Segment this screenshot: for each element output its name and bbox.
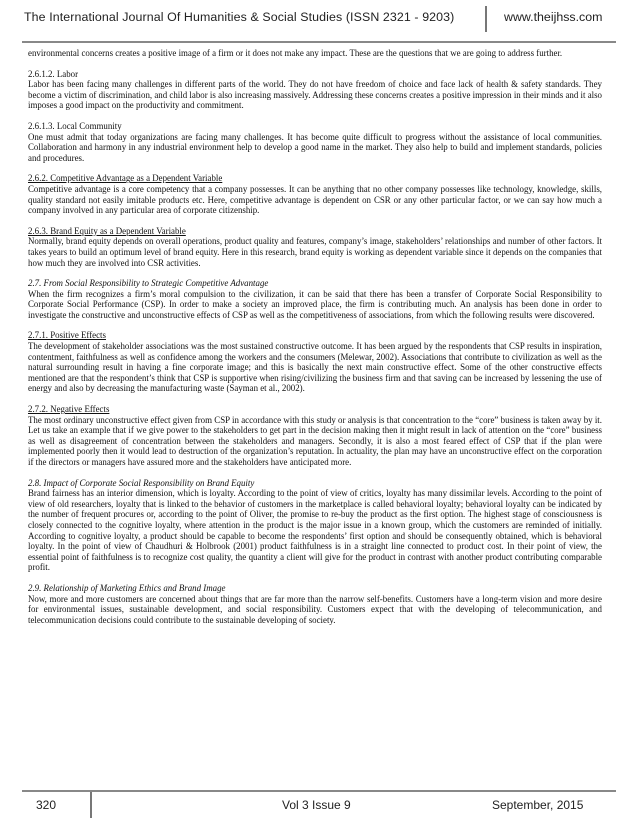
publication-date: September, 2015 [492,798,584,812]
section-paragraph: Brand fairness has an interior dimension, which is loyalty. According to the point of view of critics, loyalty has many dissimilar levels. According to the point of view of old researchers, loyalty that is linked to the behavior of customers in the marketplace is called behavioral loyalty; behavioral loyalty can be indicated by the number of frequent procures or, according to the point of Oliver, the promise to re-buy the product as the first option. The highest stage of consciousness is closely connected to the cognitive loyalty, where attention in the product is the major issue in a known group, which the customers are reminded of initially. According to cognitive loyalty, a product should be capable to become the respondents’ first option and should be consequently obtained, which is behavioral loyalty. In the point of view of Chaudhuri & Holbrook (2001) product faithfulness is in a straight line connected to product cost. In their point of view, the essential point of faithfulness is to recognize cost quality, the quantity a client will give for the product in contrast with another product contributing comparable profit. [28,488,602,573]
section-paragraph: Competitive advantage is a core competency that a company possesses. It can be anything that no other company possesses like technology, knowledge, skills, quality standard not easily imitable products etc. Here, competitive advantage is dependent on CSR or any other particular factor, or we can say how much a company involved in any particular area of corporate citizenship. [28,183,602,216]
page-footer [22,790,616,818]
section-paragraph: The development of stakeholder associations was the most sustained constructive outcome. It has been argued by the respondents that CSP results in inspiration, contentment, faithfulness as well as confidence among the workers and the consumers (Melewar, 2002). Associations that contribute to civilization as well as the natural surrounding result in having a fine corporate image; and this is basically the next main constructive effect. Some of the other constructive effects mentioned are that the respondent’s think that CSP is supportive when rising/civilizing the business firm and that saving can be increased by lessening the use of energy and also by decreasing the manufacturing waste (Sayman et al., 2002). [28,341,602,394]
section-paragraph: Labor has been facing many challenges in different parts of the world. They do not have freedom of choice and face lack of health & safety standards. They become a victim of discrimination, and child labor is also increasing massively. Addressing these concerns creates a positive impression in their minds and it also imposes a good impact on the productivity and commitment. [28,79,602,111]
header-rule [22,41,616,43]
footer-rule [22,790,616,792]
section-heading: 2.7.2. Negative Effects [28,404,110,415]
section-heading: 2.6.1.3. Local Community [28,120,122,131]
page-header [22,0,616,30]
article-body [28,48,602,625]
section-paragraph: Normally, brand equity depends on overall operations, product quality and features, company’s image, stakeholders’ relationships and number of other factors. It takes years to build an optimum level of brand equity. Here in this research, brand equity is working as dependent variable since it depends on the companies that how much they are involved into CSR activities. [28,236,602,268]
volume-issue: Vol 3 Issue 9 [282,798,351,812]
section-paragraph: When the firm recognizes a firm’s moral compulsion to the civilization, it can be said that there has been a transfer of Corporate Social Responsibility to Corporate Social Performance (CSP). In order to make a society an improved place, the firm is contributing much. An analysis has been done in order to investigate the constructive and unconstructive effects of CSP as well as the competitiveness of associations, from which the following results were discovered. [28,288,602,320]
section-heading: 2.6.3. Brand Equity as a Dependent Variable [28,225,186,236]
journal-title: The International Journal Of Humanities & Social Studies (ISSN 2321 - 9203) [24,10,455,24]
intro-paragraph: environmental concerns creates a positive image of a firm or it does not make any impact. These are the questions that we are going to address further. [28,48,563,58]
footer-separator [90,792,92,818]
section-paragraph: The most ordinary unconstructive effect given from CSP in accordance with this study or analysis is that concentration to the “core” business is taken away by it. Let us take an example that if we give power to the stakeholders to get part in the decision making then it might result in lack of attention on the “core” business as well as disagreement of concentration between the stakeholders and managers. Secondly, it is also a most feared effect of CSP that if the plan were implemented poorly then it would lead to destruction of the organization’s reputation. In actuality, the plan may have an unconstructive effect on the corporation if the directors or managers have assured more and the stakeholders have anticipated more. [28,414,602,467]
section-heading: 2.8. Impact of Corporate Social Responsibility on Brand Equity [28,477,255,488]
section-heading: 2.9. Relationship of Marketing Ethics and Brand Image [28,582,226,593]
journal-website: www.theijhss.com [504,10,603,24]
section-heading: 2.7. From Social Responsibility to Strategic Competitive Advantage [28,278,269,289]
section-paragraph: Now, more and more customers are concerned about things that are far more than the narrow self-benefits. Customers have a long-term vision and more desire for environmental issues, sustainable development, and social responsibility. Customers expect that with the developing of telecommunication, and telecommunication decisions could contribute to the sustainable developing of society. [28,593,602,625]
section-heading: 2.6.2. Competitive Advantage as a Dependent Variable [28,173,223,184]
header-separator [485,6,487,32]
page-number: 320 [36,798,57,812]
section-heading: 2.7.1. Positive Effects [28,330,106,341]
section-heading: 2.6.1.2. Labor [28,68,79,79]
section-paragraph: One must admit that today organizations are facing many challenges. It has become quite difficult to progress without the assistance of local communities. Collaboration and harmony in any industrial environment help to develop a good name in the market. They also help to build and implement standards, policies and procedures. [28,131,602,163]
